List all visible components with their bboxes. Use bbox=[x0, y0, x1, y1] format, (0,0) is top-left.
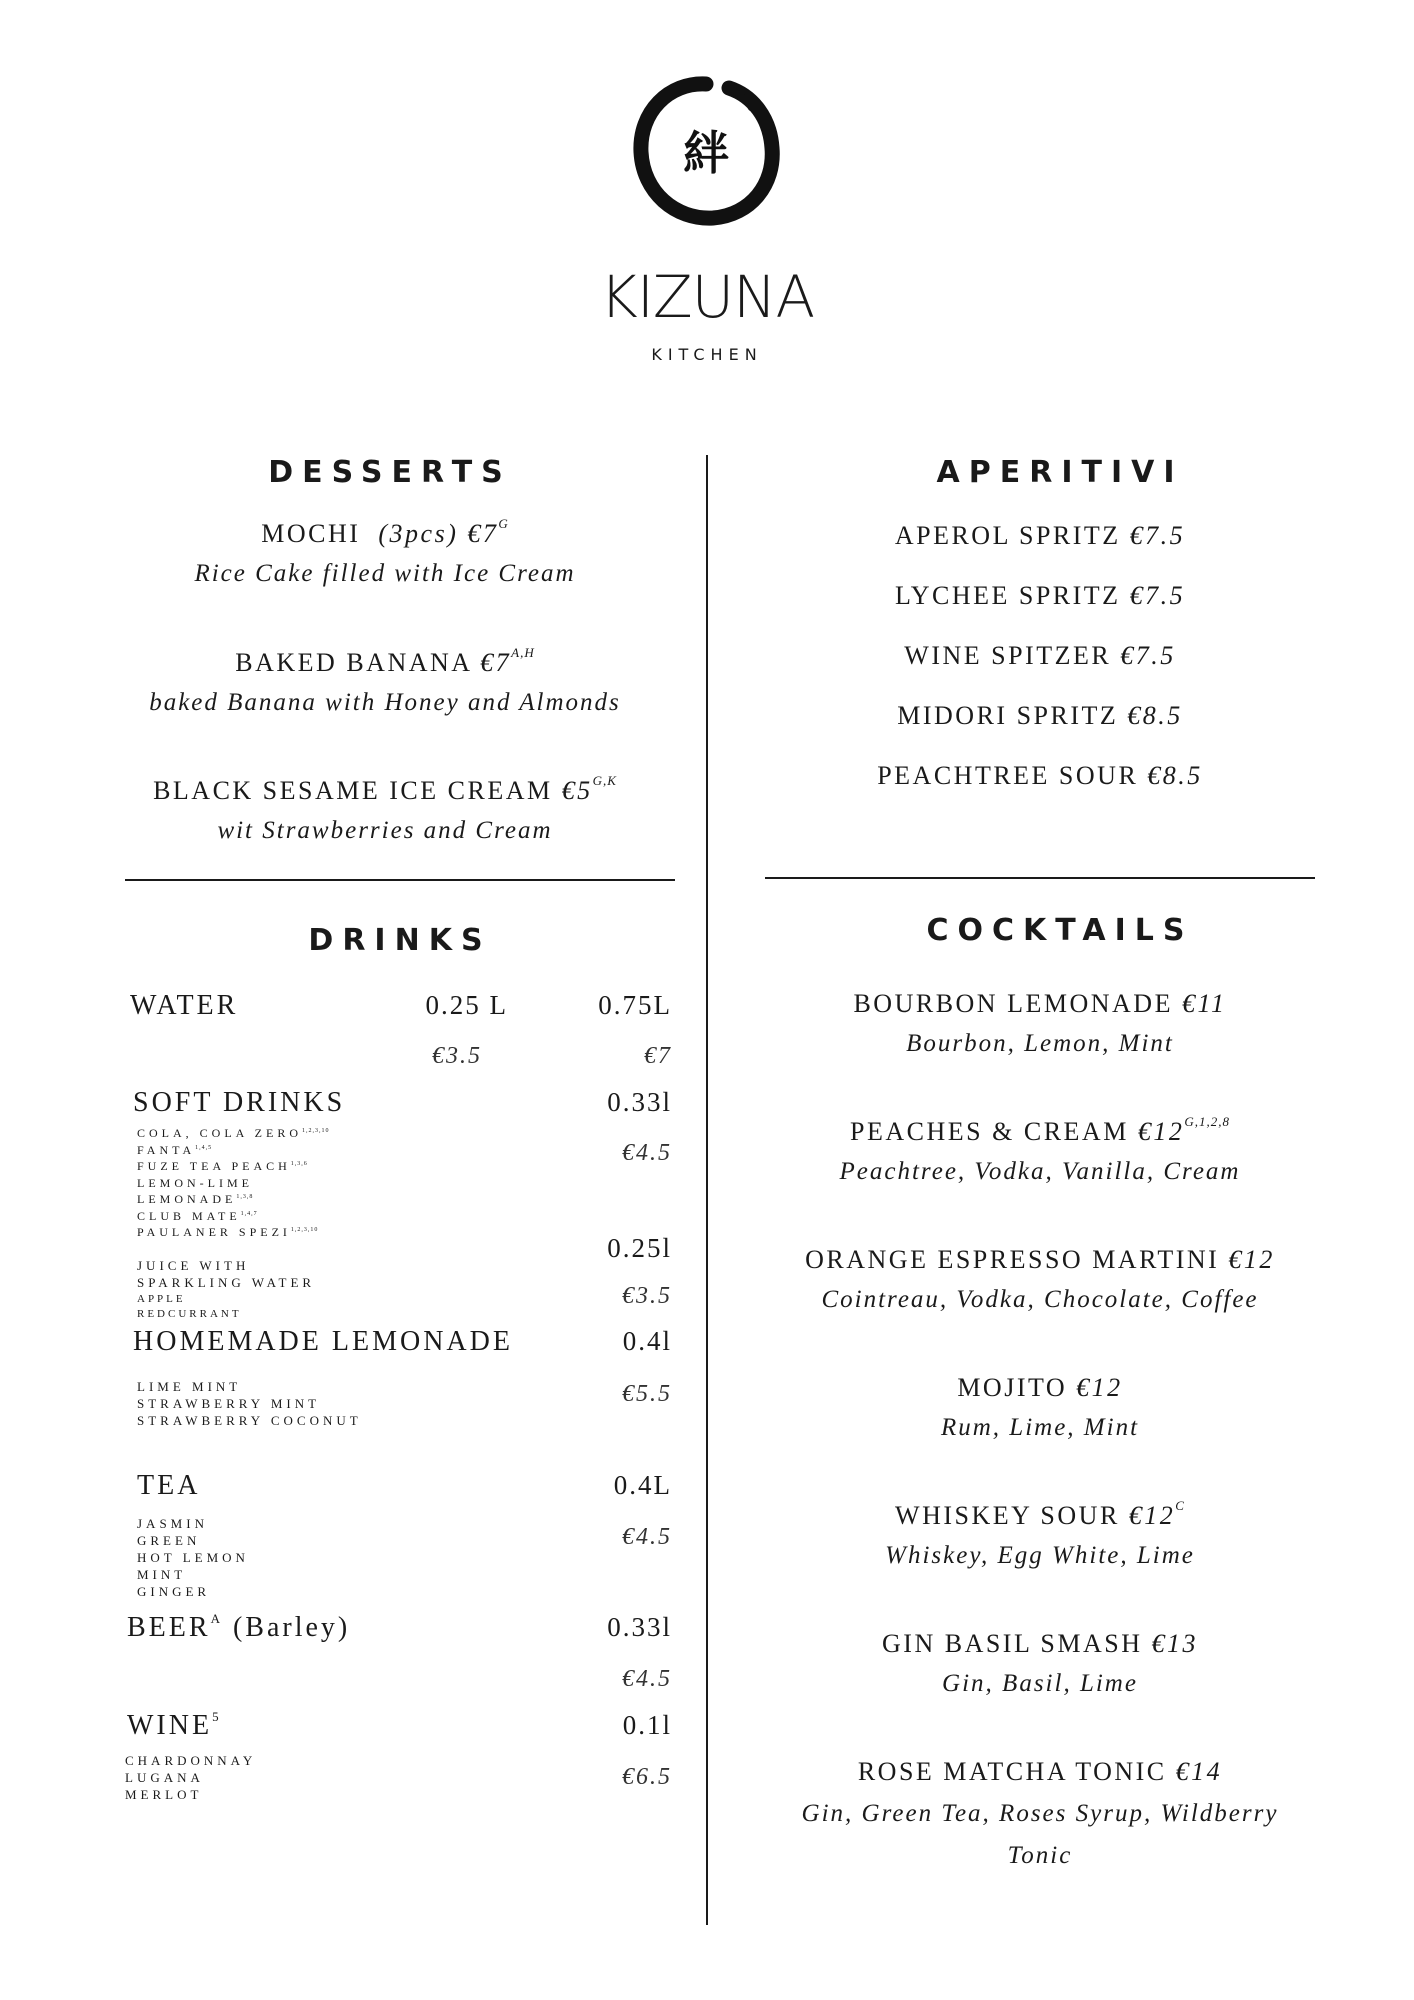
list-item: LIME MINT bbox=[137, 1379, 242, 1394]
drink-tea-size: 0.4L bbox=[613, 1470, 672, 1500]
right-section-divider bbox=[765, 877, 1315, 879]
list-item: JASMIN bbox=[137, 1516, 208, 1531]
cocktail-item: BOURBON LEMONADE €11 Bourbon, Lemon, Mint bbox=[853, 989, 1227, 1058]
desserts-heading: DESSERTS bbox=[268, 455, 512, 490]
drink-juice-flavors: APPLE REDCURRANT bbox=[137, 1293, 242, 1320]
list-item: LUGANA bbox=[125, 1770, 204, 1785]
list-item: COLA, COLA ZERO$^{1,2,3,10}$ bbox=[137, 1126, 330, 1140]
aperitivi-heading: APERITIVI bbox=[936, 455, 1184, 490]
drink-tea-list bbox=[137, 1515, 249, 1600]
aperitivo-item: WINE SPITZER €7.5 bbox=[904, 641, 1176, 670]
list-item: GINGER bbox=[137, 1584, 211, 1599]
list-item: FUZE TEA PEACH$^{1,3,6}$ bbox=[137, 1159, 308, 1173]
drink-beer-name: $BEER^A$ (Barley) bbox=[127, 1610, 351, 1643]
drink-soft-name: SOFT DRINKS bbox=[133, 1087, 346, 1118]
list-item: FANTA$^{1,4,5}$ bbox=[137, 1142, 213, 1157]
drink-beer-size: 0.33l bbox=[607, 1612, 672, 1642]
drink-water-size-large: 0.75L bbox=[598, 990, 672, 1020]
drink-lemonade-list bbox=[137, 1378, 362, 1429]
drink-lemonade-name: HOMEMADE LEMONADE bbox=[133, 1326, 513, 1357]
drink-beer-price: €4.5 bbox=[622, 1666, 672, 1692]
drink-water-price-small: €3.5 bbox=[432, 1043, 482, 1069]
cocktail-item: ORANGE ESPRESSO MARTINI €12 Cointreau, Vodka, Chocolate, Coffee bbox=[805, 1245, 1275, 1314]
list-item: MERLOT bbox=[125, 1787, 203, 1802]
aperitivo-item: PEACHTREE SOUR €8.5 bbox=[877, 761, 1203, 790]
dessert-item-black-sesame: BLACK SESAME ICE CREAM $€5^{G,K}$ wit Strawberries and Cream bbox=[153, 773, 617, 845]
brand-name: KIZUNA bbox=[599, 263, 815, 331]
drink-wine-price: €6.5 bbox=[622, 1764, 672, 1790]
cocktail-item: WHISKEY SOUR $€12^C$ Whiskey, Egg White, Lime bbox=[885, 1498, 1195, 1570]
list-item: CHARDONNAY bbox=[125, 1753, 257, 1768]
list-item: LEMONADE$^{1,3,8}$ bbox=[137, 1192, 254, 1206]
drink-tea-name: TEA bbox=[137, 1470, 201, 1501]
dessert-item-baked-banana: BAKED BANANA $€7^{A,H}$ baked Banana with Honey and Almonds bbox=[149, 645, 621, 717]
cocktail-item: MOJITO €12 Rum, Lime, Mint bbox=[940, 1373, 1140, 1442]
aperitivo-item: APEROL SPRITZ €7.5 bbox=[894, 521, 1186, 550]
drink-wine-list bbox=[125, 1752, 256, 1803]
drink-soft-list bbox=[137, 1124, 330, 1240]
cocktail-item: GIN BASIL SMASH €13 Gin, Basil, Lime bbox=[882, 1629, 1198, 1698]
list-item: LEMON-LIME bbox=[137, 1175, 253, 1190]
drink-water-name: WATER bbox=[130, 990, 239, 1021]
column-divider bbox=[706, 455, 708, 1925]
enso-logo-icon bbox=[629, 74, 783, 228]
list-item: HOT LEMON bbox=[137, 1550, 249, 1565]
drink-wine-size: 0.1l bbox=[622, 1710, 672, 1740]
drink-water-size-small: 0.25 L bbox=[425, 990, 508, 1020]
cocktail-item: PEACHES & CREAM $€12^{G,1,2,8}$ Peachtree, Vodka, Vanilla, Cream bbox=[839, 1114, 1241, 1186]
drink-lemonade-size: 0.4l bbox=[622, 1326, 672, 1356]
drink-lemonade-price: €5.5 bbox=[622, 1381, 672, 1407]
aperitivo-item: MIDORI SPRITZ €8.5 bbox=[897, 701, 1183, 730]
list-item: GREEN bbox=[137, 1533, 201, 1548]
list-item: CLUB MATE$^{1,4,7}$ bbox=[137, 1208, 258, 1223]
drink-juice-size: 0.25l bbox=[607, 1233, 672, 1263]
cocktails-heading: COCKTAILS bbox=[926, 913, 1194, 948]
dessert-item-mochi: MOCHI (3pcs) $€7^G$ Rice Cake filled with Ice Cream bbox=[194, 516, 576, 588]
drink-juice-label: JUICE WITH SPARKLING WATER bbox=[137, 1258, 316, 1290]
brand-subtitle: KITCHEN bbox=[651, 345, 763, 364]
drink-wine-name: WINE$^5$ bbox=[127, 1708, 222, 1741]
logo-glyph: 絆 bbox=[683, 126, 729, 180]
left-section-divider bbox=[125, 879, 675, 881]
list-item: PAULANER SPEZI$^{1,2,3,10}$ bbox=[137, 1225, 319, 1239]
cocktail-item: ROSE MATCHA TONIC €14 Gin, Green Tea, Roses Syrup, Wildberry Tonic bbox=[801, 1757, 1279, 1870]
list-item: STRAWBERRY MINT bbox=[137, 1396, 321, 1411]
drink-juice-price: €3.5 bbox=[622, 1283, 672, 1309]
list-item: STRAWBERRY COCONUT bbox=[137, 1413, 362, 1428]
aperitivo-item: LYCHEE SPRITZ €7.5 bbox=[894, 581, 1186, 610]
drink-tea-price: €4.5 bbox=[622, 1524, 672, 1550]
drink-water-price-large: €7 bbox=[644, 1043, 672, 1069]
drink-soft-size: 0.33l bbox=[607, 1087, 672, 1117]
drinks-heading: DRINKS bbox=[308, 923, 492, 958]
drink-soft-price: €4.5 bbox=[622, 1140, 672, 1166]
list-item: MINT bbox=[137, 1567, 187, 1582]
